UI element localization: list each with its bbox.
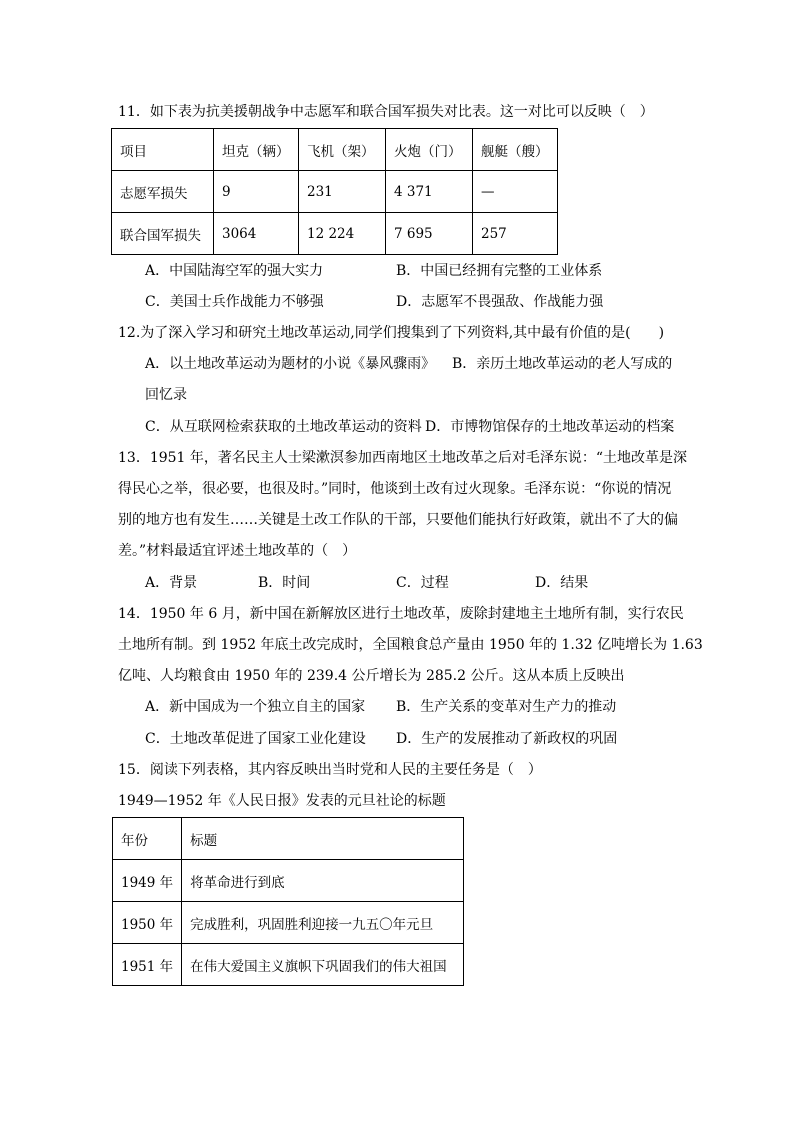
table-cell: 3064 <box>214 213 299 255</box>
q14-option-d: D．生产的发展推动了新政权的巩固 <box>396 731 618 747</box>
q13-stem-line: 得民心之举，很必要，也很及时。”同时，他谈到土改有过火现象。毛泽东说：“你说的情况 <box>118 481 672 497</box>
q13-option-d: D．结果 <box>535 575 589 591</box>
q14-stem-line: 14．1950 年 6 月，新中国在新解放区进行土地改革，废除封建地主土地所有制，实行农民 <box>118 606 684 622</box>
table-cell: 1951 年 <box>113 944 182 986</box>
q13-option-a: A．背景 <box>145 575 198 591</box>
table-cell: 1950 年 <box>113 902 182 944</box>
table-cell: 7 695 <box>386 213 473 255</box>
table-cell: 在伟大爱国主义旗帜下巩固我们的伟大祖国 <box>182 944 464 986</box>
table-cell: 12 224 <box>299 213 386 255</box>
table-header-cell: 舰艇（艘） <box>473 129 558 171</box>
table-row <box>113 860 464 902</box>
q11-option-b: B．中国已经拥有完整的工业体系 <box>396 263 603 279</box>
q13-stem-line: 差。”材料最适宜评述土地改革的（ ） <box>118 543 357 559</box>
table-cell: — <box>473 171 558 213</box>
q12-option-c: C．从互联网检索获取的土地改革运动的资料 <box>145 419 422 435</box>
q15-table-caption: 1949—1952 年《人民日报》发表的元旦社论的标题 <box>118 793 446 809</box>
table-header-cell: 火炮（门） <box>386 129 473 171</box>
table-cell: 4 371 <box>386 171 473 213</box>
table-header-cell: 项目 <box>112 129 214 171</box>
q15-editorial-table <box>112 817 464 986</box>
q12-stem: 12.为了深入学习和研究土地改革运动,同学们搜集到了下列资料,其中最有价值的是( ) <box>118 325 665 341</box>
q14-stem-line: 亿吨、人均粮食由 1950 年的 239.4 公斤增长为 285.2 公斤。这从本质上反映出 <box>118 668 625 684</box>
q14-option-c: C．土地改革促进了国家工业化建设 <box>145 731 366 747</box>
table-cell: 231 <box>299 171 386 213</box>
table-header-cell: 坦克（辆） <box>214 129 299 171</box>
q12-option-b-continued: 回忆录 <box>145 387 187 403</box>
table-row <box>113 944 464 986</box>
q13-stem-line: 别的地方也有发生……关键是土改工作队的干部，只要他们能执行好政策，就出不了大的偏 <box>118 512 678 528</box>
table-cell: 1949 年 <box>113 860 182 902</box>
table-row <box>112 213 558 255</box>
q11-option-d: D．志愿军不畏强敌、作战能力强 <box>396 294 604 310</box>
table-cell: 257 <box>473 213 558 255</box>
q14-option-b: B．生产关系的变革对生产力的推动 <box>396 699 617 715</box>
table-header-cell: 标题 <box>182 818 464 860</box>
q13-stem-line: 13．1951 年，著名民主人士梁漱溟参加西南地区土地改革之后对毛泽东说：“土地改革是深 <box>118 450 688 466</box>
q13-option-c: C．过程 <box>396 575 449 591</box>
q13-option-b: B．时间 <box>258 575 311 591</box>
q12-option-b: B．亲历土地改革运动的老人写成的 <box>452 356 673 372</box>
table-header-row <box>113 818 464 860</box>
q12-option-d: D．市博物馆保存的土地改革运动的档案 <box>425 419 675 435</box>
q11-option-c: C．美国士兵作战能力不够强 <box>145 294 324 310</box>
table-header-row <box>112 129 558 171</box>
q12-option-a: A．以土地改革运动为题材的小说《暴风骤雨》 <box>145 356 436 372</box>
q14-option-a: A．新中国成为一个独立自主的国家 <box>145 699 366 715</box>
table-header-cell: 年份 <box>113 818 182 860</box>
q11-stem: 11．如下表为抗美援朝战争中志愿军和联合国军损失对比表。这一对比可以反映（ ） <box>118 104 654 120</box>
q11-loss-table <box>111 128 558 255</box>
table-header-cell: 飞机（架） <box>299 129 386 171</box>
table-row <box>112 171 558 213</box>
q15-stem: 15．阅读下列表格，其内容反映出当时党和人民的主要任务是（ ） <box>118 762 542 778</box>
table-cell: 将革命进行到底 <box>182 860 464 902</box>
q11-option-a: A．中国陆海空军的强大实力 <box>145 263 324 279</box>
table-row <box>113 902 464 944</box>
q14-stem-line: 土地所有制。到 1952 年底土改完成时，全国粮食总产量由 1950 年的 1.32 亿吨增长为 1.63 <box>118 637 703 653</box>
table-cell: 完成胜利，巩固胜利迎接一九五〇年元旦 <box>182 902 464 944</box>
table-cell: 联合国军损失 <box>112 213 214 255</box>
table-cell: 9 <box>214 171 299 213</box>
table-cell: 志愿军损失 <box>112 171 214 213</box>
